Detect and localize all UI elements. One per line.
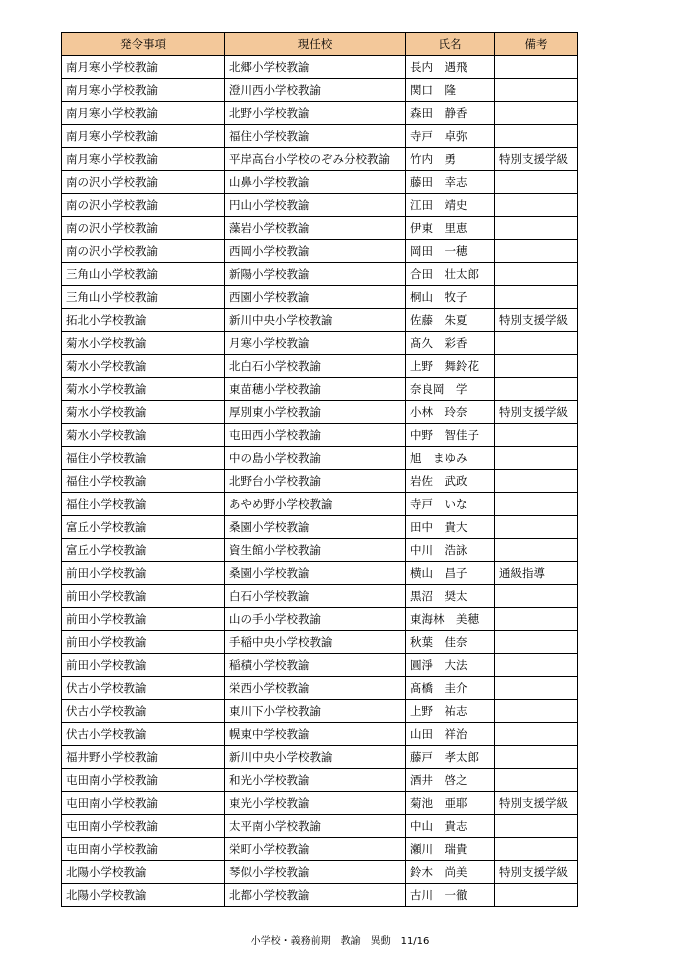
cell-name: 佐藤 朱夏: [406, 309, 495, 332]
cell-name: 竹内 勇: [406, 148, 495, 171]
cell-name: 江田 靖史: [406, 194, 495, 217]
cell-remarks: [495, 171, 578, 194]
table-row: [62, 562, 578, 585]
cell-order: 三角山小学校教諭: [62, 263, 225, 286]
cell-name: 髙橋 圭介: [406, 677, 495, 700]
cell-name: 小林 玲奈: [406, 401, 495, 424]
cell-order: 南月寒小学校教諭: [62, 125, 225, 148]
cell-name: 中野 智佳子: [406, 424, 495, 447]
cell-remarks: [495, 769, 578, 792]
cell-order: 菊水小学校教諭: [62, 355, 225, 378]
cell-current-school: 新陽小学校教諭: [225, 263, 406, 286]
cell-current-school: 白石小学校教諭: [225, 585, 406, 608]
cell-remarks: [495, 355, 578, 378]
cell-current-school: 和光小学校教諭: [225, 769, 406, 792]
cell-current-school: 東苗穂小学校教諭: [225, 378, 406, 401]
cell-name: 中川 浩詠: [406, 539, 495, 562]
table-row: [62, 263, 578, 286]
cell-current-school: 稲積小学校教諭: [225, 654, 406, 677]
cell-order: 屯田南小学校教諭: [62, 792, 225, 815]
cell-remarks: [495, 493, 578, 516]
cell-order: 菊水小学校教諭: [62, 401, 225, 424]
table-row: [62, 79, 578, 102]
cell-name: 藤戸 孝太郎: [406, 746, 495, 769]
cell-current-school: 西園小学校教諭: [225, 286, 406, 309]
cell-remarks: [495, 378, 578, 401]
table-header-row: [62, 33, 578, 56]
cell-name: 酒井 啓之: [406, 769, 495, 792]
cell-current-school: 福住小学校教諭: [225, 125, 406, 148]
cell-remarks: [495, 884, 578, 907]
cell-current-school: 西岡小学校教諭: [225, 240, 406, 263]
table-row: [62, 677, 578, 700]
cell-current-school: 北白石小学校教諭: [225, 355, 406, 378]
table-row: [62, 700, 578, 723]
cell-order: 屯田南小学校教諭: [62, 769, 225, 792]
table-row: [62, 102, 578, 125]
cell-current-school: 北野小学校教諭: [225, 102, 406, 125]
cell-name: 瀬川 瑞貴: [406, 838, 495, 861]
cell-current-school: 東光小学校教諭: [225, 792, 406, 815]
cell-name: 髙久 彩香: [406, 332, 495, 355]
cell-remarks: [495, 194, 578, 217]
cell-remarks: [495, 447, 578, 470]
cell-remarks: [495, 263, 578, 286]
cell-remarks: [495, 79, 578, 102]
cell-remarks: [495, 470, 578, 493]
cell-name: 寺戸 いな: [406, 493, 495, 516]
cell-order: 前田小学校教諭: [62, 562, 225, 585]
cell-order: 前田小学校教諭: [62, 608, 225, 631]
cell-order: 前田小学校教諭: [62, 654, 225, 677]
header-remarks: 備考: [495, 33, 578, 56]
cell-order: 拓北小学校教諭: [62, 309, 225, 332]
cell-current-school: 平岸高台小学校のぞみ分校教諭: [225, 148, 406, 171]
cell-order: 南の沢小学校教諭: [62, 194, 225, 217]
cell-remarks: [495, 332, 578, 355]
table-row: [62, 125, 578, 148]
cell-order: 富丘小学校教諭: [62, 516, 225, 539]
cell-order: 前田小学校教諭: [62, 585, 225, 608]
table-row: [62, 378, 578, 401]
cell-order: 福井野小学校教諭: [62, 746, 225, 769]
cell-order: 伏古小学校教諭: [62, 677, 225, 700]
table-row: [62, 792, 578, 815]
cell-current-school: 手稲中央小学校教諭: [225, 631, 406, 654]
cell-current-school: 北都小学校教諭: [225, 884, 406, 907]
cell-name: 横山 昌子: [406, 562, 495, 585]
cell-remarks: [495, 677, 578, 700]
cell-name: 藤田 幸志: [406, 171, 495, 194]
table-row: [62, 493, 578, 516]
cell-current-school: 新川中央小学校教諭: [225, 746, 406, 769]
cell-order: 前田小学校教諭: [62, 631, 225, 654]
cell-name: 岩佐 武政: [406, 470, 495, 493]
table-row: [62, 148, 578, 171]
cell-current-school: 厚別東小学校教諭: [225, 401, 406, 424]
cell-current-school: 東川下小学校教諭: [225, 700, 406, 723]
cell-current-school: 円山小学校教諭: [225, 194, 406, 217]
cell-name: 合田 壮太郎: [406, 263, 495, 286]
cell-name: 関口 隆: [406, 79, 495, 102]
table-row: [62, 56, 578, 79]
cell-name: 上野 祐志: [406, 700, 495, 723]
cell-remarks: [495, 631, 578, 654]
cell-order: 福住小学校教諭: [62, 470, 225, 493]
table-row: [62, 723, 578, 746]
cell-remarks: [495, 56, 578, 79]
page-footer: 小学校・義務前期 教諭 異動 11/16: [250, 936, 430, 947]
cell-remarks: [495, 516, 578, 539]
cell-order: 伏古小学校教諭: [62, 723, 225, 746]
cell-name: 森田 静香: [406, 102, 495, 125]
cell-remarks: [495, 815, 578, 838]
cell-remarks: [495, 125, 578, 148]
cell-name: 桐山 牧子: [406, 286, 495, 309]
table-row: [62, 654, 578, 677]
cell-name: 岡田 一穂: [406, 240, 495, 263]
cell-current-school: 中の島小学校教諭: [225, 447, 406, 470]
cell-remarks: 特別支援学級: [495, 309, 578, 332]
cell-remarks: [495, 286, 578, 309]
cell-order: 南の沢小学校教諭: [62, 240, 225, 263]
cell-order: 菊水小学校教諭: [62, 378, 225, 401]
cell-remarks: [495, 608, 578, 631]
cell-name: 圓淨 大法: [406, 654, 495, 677]
table-row: [62, 217, 578, 240]
cell-current-school: 桑園小学校教諭: [225, 562, 406, 585]
table-row: [62, 585, 578, 608]
table-row: [62, 838, 578, 861]
cell-order: 南月寒小学校教諭: [62, 56, 225, 79]
cell-current-school: 山鼻小学校教諭: [225, 171, 406, 194]
table-row: [62, 815, 578, 838]
cell-current-school: 屯田西小学校教諭: [225, 424, 406, 447]
cell-current-school: 栄町小学校教諭: [225, 838, 406, 861]
cell-order: 菊水小学校教諭: [62, 332, 225, 355]
table-row: [62, 424, 578, 447]
cell-order: 屯田南小学校教諭: [62, 815, 225, 838]
cell-order: 北陽小学校教諭: [62, 884, 225, 907]
cell-remarks: 特別支援学級: [495, 792, 578, 815]
table-row: [62, 286, 578, 309]
table-row: [62, 401, 578, 424]
cell-current-school: 澄川西小学校教諭: [225, 79, 406, 102]
cell-remarks: [495, 838, 578, 861]
cell-remarks: [495, 424, 578, 447]
table-row: [62, 240, 578, 263]
cell-current-school: 北野台小学校教諭: [225, 470, 406, 493]
table-row: [62, 539, 578, 562]
cell-order: 菊水小学校教諭: [62, 424, 225, 447]
cell-remarks: [495, 102, 578, 125]
cell-remarks: [495, 700, 578, 723]
cell-current-school: 琴似小学校教諭: [225, 861, 406, 884]
cell-remarks: 通級指導: [495, 562, 578, 585]
personnel-table: [61, 32, 578, 907]
cell-remarks: [495, 654, 578, 677]
cell-order: 南月寒小学校教諭: [62, 148, 225, 171]
cell-name: 黒沼 奨太: [406, 585, 495, 608]
cell-order: 南月寒小学校教諭: [62, 102, 225, 125]
table-row: [62, 861, 578, 884]
cell-remarks: [495, 539, 578, 562]
cell-remarks: 特別支援学級: [495, 401, 578, 424]
cell-current-school: 藻岩小学校教諭: [225, 217, 406, 240]
cell-name: 田中 貴大: [406, 516, 495, 539]
cell-name: 上野 舞鈴花: [406, 355, 495, 378]
cell-current-school: あやめ野小学校教諭: [225, 493, 406, 516]
table-row: [62, 608, 578, 631]
table-row: [62, 447, 578, 470]
cell-order: 福住小学校教諭: [62, 447, 225, 470]
table-row: [62, 470, 578, 493]
header-current-school: 現任校: [225, 33, 406, 56]
cell-order: 南月寒小学校教諭: [62, 79, 225, 102]
cell-current-school: 桑園小学校教諭: [225, 516, 406, 539]
cell-name: 伊東 里恵: [406, 217, 495, 240]
cell-remarks: [495, 217, 578, 240]
cell-name: 旭 まゆみ: [406, 447, 495, 470]
cell-name: 秋葉 佳奈: [406, 631, 495, 654]
cell-current-school: 山の手小学校教諭: [225, 608, 406, 631]
cell-remarks: [495, 723, 578, 746]
cell-order: 屯田南小学校教諭: [62, 838, 225, 861]
cell-name: 長内 遇飛: [406, 56, 495, 79]
cell-name: 東海林 美穂: [406, 608, 495, 631]
cell-remarks: [495, 746, 578, 769]
cell-remarks: [495, 240, 578, 263]
table-row: [62, 631, 578, 654]
cell-name: 山田 祥治: [406, 723, 495, 746]
cell-name: 奈良岡 学: [406, 378, 495, 401]
cell-current-school: 資生館小学校教諭: [225, 539, 406, 562]
cell-current-school: 幌東中学校教諭: [225, 723, 406, 746]
cell-name: 鈴木 尚美: [406, 861, 495, 884]
cell-order: 三角山小学校教諭: [62, 286, 225, 309]
cell-order: 伏古小学校教諭: [62, 700, 225, 723]
cell-order: 富丘小学校教諭: [62, 539, 225, 562]
cell-name: 中山 貴志: [406, 815, 495, 838]
table-row: [62, 769, 578, 792]
header-order: 発令事項: [62, 33, 225, 56]
cell-order: 南の沢小学校教諭: [62, 171, 225, 194]
table-row: [62, 332, 578, 355]
header-name: 氏名: [406, 33, 495, 56]
cell-order: 南の沢小学校教諭: [62, 217, 225, 240]
table-row: [62, 171, 578, 194]
cell-current-school: 新川中央小学校教諭: [225, 309, 406, 332]
table-row: [62, 746, 578, 769]
cell-order: 福住小学校教諭: [62, 493, 225, 516]
cell-name: 古川 一徹: [406, 884, 495, 907]
table-row: [62, 355, 578, 378]
table-row: [62, 194, 578, 217]
table-row: [62, 516, 578, 539]
table-row: [62, 309, 578, 332]
cell-current-school: 太平南小学校教諭: [225, 815, 406, 838]
cell-name: 寺戸 卓弥: [406, 125, 495, 148]
cell-name: 菊池 亜耶: [406, 792, 495, 815]
cell-current-school: 栄西小学校教諭: [225, 677, 406, 700]
table-row: [62, 884, 578, 907]
cell-order: 北陽小学校教諭: [62, 861, 225, 884]
cell-current-school: 北郷小学校教諭: [225, 56, 406, 79]
cell-remarks: [495, 585, 578, 608]
cell-remarks: 特別支援学級: [495, 148, 578, 171]
cell-remarks: 特別支援学級: [495, 861, 578, 884]
cell-current-school: 月寒小学校教諭: [225, 332, 406, 355]
